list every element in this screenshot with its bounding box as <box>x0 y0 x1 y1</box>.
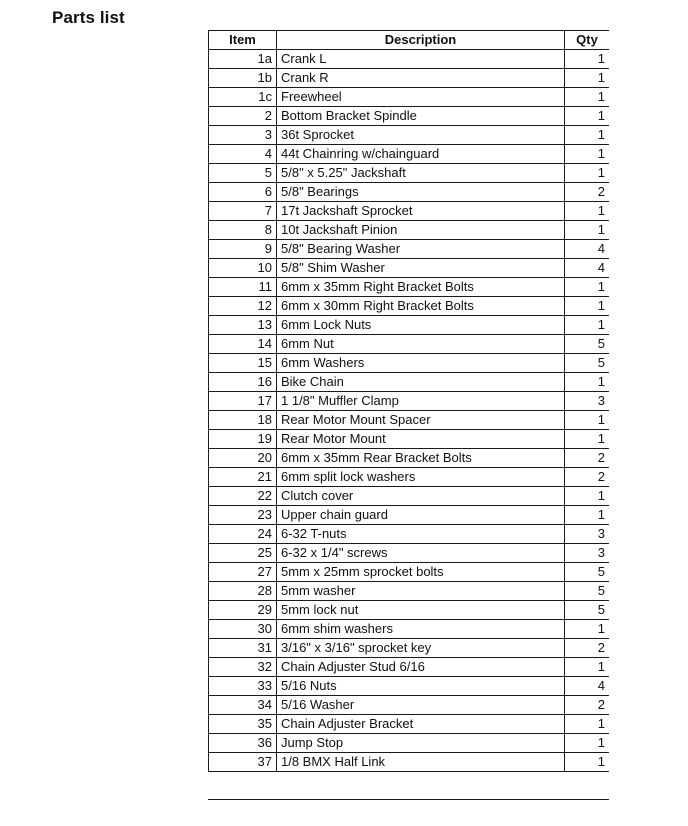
qty-cell: 3 <box>565 525 610 544</box>
item-cell: 12 <box>209 297 277 316</box>
table-row <box>209 316 610 335</box>
item-cell: 32 <box>209 658 277 677</box>
item-cell: 6 <box>209 183 277 202</box>
column-header-qty: Qty <box>565 31 610 50</box>
table-row <box>209 582 610 601</box>
page-title: Parts list <box>52 8 125 27</box>
item-cell: 31 <box>209 639 277 658</box>
description-cell: 6-32 T-nuts <box>277 525 565 544</box>
item-cell: 4 <box>209 145 277 164</box>
qty-cell: 1 <box>565 202 610 221</box>
table-row <box>209 544 610 563</box>
table-row <box>209 430 610 449</box>
qty-cell: 1 <box>565 487 610 506</box>
description-cell: 1 1/8" Muffler Clamp <box>277 392 565 411</box>
qty-cell: 5 <box>565 335 610 354</box>
item-cell: 18 <box>209 411 277 430</box>
item-cell: 35 <box>209 715 277 734</box>
table-bottom-border <box>208 799 609 800</box>
qty-cell: 1 <box>565 50 610 69</box>
description-cell: 6mm Washers <box>277 354 565 373</box>
table-row <box>209 411 610 430</box>
qty-cell: 4 <box>565 259 610 278</box>
table-row <box>209 221 610 240</box>
table-row <box>209 525 610 544</box>
table-row <box>209 354 610 373</box>
description-cell: 6mm x 35mm Rear Bracket Bolts <box>277 449 565 468</box>
description-cell: Bottom Bracket Spindle <box>277 107 565 126</box>
table-row <box>209 753 610 772</box>
description-cell: 6mm Nut <box>277 335 565 354</box>
item-cell: 16 <box>209 373 277 392</box>
description-cell: Freewheel <box>277 88 565 107</box>
description-cell: Rear Motor Mount <box>277 430 565 449</box>
table-row <box>209 734 610 753</box>
table-row <box>209 468 610 487</box>
table-row <box>209 335 610 354</box>
qty-cell: 2 <box>565 639 610 658</box>
item-cell: 29 <box>209 601 277 620</box>
qty-cell: 1 <box>565 221 610 240</box>
description-cell: Chain Adjuster Stud 6/16 <box>277 658 565 677</box>
item-cell: 23 <box>209 506 277 525</box>
item-cell: 3 <box>209 126 277 145</box>
item-cell: 8 <box>209 221 277 240</box>
description-cell: 6mm Lock Nuts <box>277 316 565 335</box>
description-cell: 5/8" Shim Washer <box>277 259 565 278</box>
qty-cell: 4 <box>565 677 610 696</box>
table-row <box>209 563 610 582</box>
description-cell: 6mm split lock washers <box>277 468 565 487</box>
qty-cell: 1 <box>565 411 610 430</box>
qty-cell: 1 <box>565 715 610 734</box>
description-cell: 5mm lock nut <box>277 601 565 620</box>
item-cell: 30 <box>209 620 277 639</box>
table-row <box>209 715 610 734</box>
parts-table-body <box>209 50 610 772</box>
table-row <box>209 88 610 107</box>
description-cell: 5mm washer <box>277 582 565 601</box>
description-cell: 5/8" x 5.25" Jackshaft <box>277 164 565 183</box>
qty-cell: 1 <box>565 658 610 677</box>
table-row <box>209 487 610 506</box>
description-cell: 5/16 Washer <box>277 696 565 715</box>
table-row <box>209 240 610 259</box>
item-cell: 19 <box>209 430 277 449</box>
table-row <box>209 69 610 88</box>
table-row <box>209 259 610 278</box>
item-cell: 28 <box>209 582 277 601</box>
qty-cell: 5 <box>565 563 610 582</box>
description-cell: 5/8" Bearings <box>277 183 565 202</box>
table-row <box>209 620 610 639</box>
description-cell: 6mm shim washers <box>277 620 565 639</box>
item-cell: 27 <box>209 563 277 582</box>
qty-cell: 3 <box>565 392 610 411</box>
item-cell: 7 <box>209 202 277 221</box>
item-cell: 15 <box>209 354 277 373</box>
table-row <box>209 202 610 221</box>
table-row <box>209 506 610 525</box>
description-cell: Upper chain guard <box>277 506 565 525</box>
qty-cell: 1 <box>565 297 610 316</box>
description-cell: Jump Stop <box>277 734 565 753</box>
qty-cell: 3 <box>565 544 610 563</box>
table-row <box>209 677 610 696</box>
table-row <box>209 696 610 715</box>
description-cell: 6mm x 30mm Right Bracket Bolts <box>277 297 565 316</box>
table-row <box>209 145 610 164</box>
table-row <box>209 601 610 620</box>
item-cell: 1a <box>209 50 277 69</box>
item-cell: 17 <box>209 392 277 411</box>
qty-cell: 1 <box>565 69 610 88</box>
qty-cell: 2 <box>565 696 610 715</box>
qty-cell: 1 <box>565 88 610 107</box>
item-cell: 36 <box>209 734 277 753</box>
item-cell: 13 <box>209 316 277 335</box>
description-cell: Clutch cover <box>277 487 565 506</box>
description-cell: Chain Adjuster Bracket <box>277 715 565 734</box>
description-cell: Crank R <box>277 69 565 88</box>
table-row <box>209 373 610 392</box>
table-row <box>209 658 610 677</box>
table-row <box>209 164 610 183</box>
table-header-row <box>209 31 610 50</box>
qty-cell: 1 <box>565 373 610 392</box>
table-row <box>209 449 610 468</box>
qty-cell: 1 <box>565 164 610 183</box>
item-cell: 24 <box>209 525 277 544</box>
description-cell: 1/8 BMX Half Link <box>277 753 565 772</box>
description-cell: 3/16" x 3/16" sprocket key <box>277 639 565 658</box>
table-row <box>209 183 610 202</box>
column-header-description: Description <box>277 31 565 50</box>
description-cell: 6mm x 35mm Right Bracket Bolts <box>277 278 565 297</box>
table-row <box>209 126 610 145</box>
table-row <box>209 278 610 297</box>
table-row <box>209 107 610 126</box>
qty-cell: 1 <box>565 753 610 772</box>
description-cell: 44t Chainring w/chainguard <box>277 145 565 164</box>
description-cell: 6-32 x 1/4" screws <box>277 544 565 563</box>
item-cell: 21 <box>209 468 277 487</box>
item-cell: 9 <box>209 240 277 259</box>
parts-table-container <box>208 30 609 800</box>
table-row <box>209 639 610 658</box>
item-cell: 25 <box>209 544 277 563</box>
qty-cell: 1 <box>565 734 610 753</box>
item-cell: 37 <box>209 753 277 772</box>
description-cell: 17t Jackshaft Sprocket <box>277 202 565 221</box>
item-cell: 10 <box>209 259 277 278</box>
qty-cell: 2 <box>565 449 610 468</box>
qty-cell: 2 <box>565 468 610 487</box>
item-cell: 5 <box>209 164 277 183</box>
description-cell: 5mm x 25mm sprocket bolts <box>277 563 565 582</box>
item-cell: 11 <box>209 278 277 297</box>
item-cell: 2 <box>209 107 277 126</box>
qty-cell: 1 <box>565 126 610 145</box>
description-cell: 5/8" Bearing Washer <box>277 240 565 259</box>
qty-cell: 1 <box>565 145 610 164</box>
qty-cell: 1 <box>565 316 610 335</box>
item-cell: 14 <box>209 335 277 354</box>
qty-cell: 5 <box>565 582 610 601</box>
item-cell: 20 <box>209 449 277 468</box>
table-row <box>209 297 610 316</box>
table-row <box>209 50 610 69</box>
parts-table <box>208 30 609 772</box>
description-cell: 36t Sprocket <box>277 126 565 145</box>
column-header-item: Item <box>209 31 277 50</box>
description-cell: Rear Motor Mount Spacer <box>277 411 565 430</box>
qty-cell: 4 <box>565 240 610 259</box>
qty-cell: 5 <box>565 354 610 373</box>
qty-cell: 5 <box>565 601 610 620</box>
item-cell: 1c <box>209 88 277 107</box>
table-row <box>209 392 610 411</box>
item-cell: 1b <box>209 69 277 88</box>
qty-cell: 1 <box>565 506 610 525</box>
qty-cell: 2 <box>565 183 610 202</box>
description-cell: Bike Chain <box>277 373 565 392</box>
item-cell: 22 <box>209 487 277 506</box>
qty-cell: 1 <box>565 620 610 639</box>
item-cell: 33 <box>209 677 277 696</box>
qty-cell: 1 <box>565 278 610 297</box>
description-cell: Crank L <box>277 50 565 69</box>
item-cell: 34 <box>209 696 277 715</box>
description-cell: 5/16 Nuts <box>277 677 565 696</box>
qty-cell: 1 <box>565 107 610 126</box>
description-cell: 10t Jackshaft Pinion <box>277 221 565 240</box>
qty-cell: 1 <box>565 430 610 449</box>
